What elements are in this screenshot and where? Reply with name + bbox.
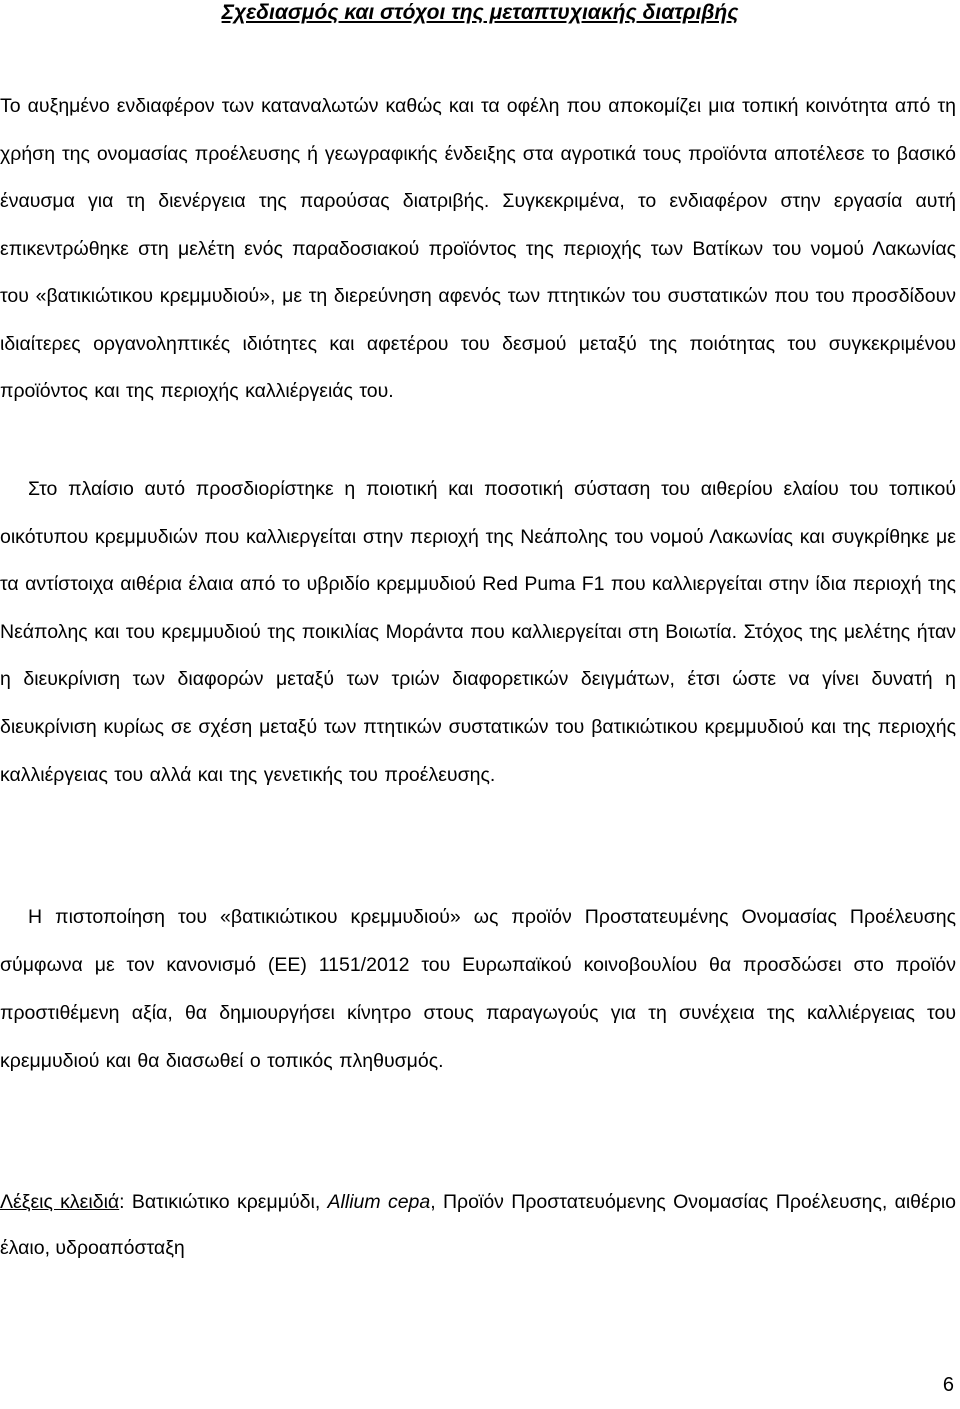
document-title: Σχεδιασμός και στόχοι της μεταπτυχιακής διατριβής (221, 1, 739, 24)
keyword-term-allium-cepa: Allium cepa (327, 1191, 431, 1213)
paragraph-methodology: Στο πλαίσιο αυτό προσδιορίστηκε η ποιοτική και ποσοτική σύσταση του αιθερίου ελαίου του τοπικού οικότυπου κρεμμυδιών που καλλιεργείται στην περιοχή της Νεάπολης του νομού Λακωνίας και συγκρίθηκε με τα αντίστοιχα αιθέρια έλαια από το υβριδίο κρεμμυδιού Red Puma F1 που καλλιεργείται στην ίδια περιοχή της Νεάπολης και του κρεμμυδιού της ποικιλίας Μοράντα που καλλιεργείται στη Βοιωτία. Στόχος της μελέτης ήταν η διευκρίνιση των διαφορών μεταξύ των τριών διαφορετικών δειγμάτων, έτσι ώστε να γίνει δυνατή η διευκρίνιση κυρίως σε σχέση μεταξύ των πτητικών συστατικών του βατικιώτικου κρεμμυδιού και της περιοχής καλλιέργειας του αλλά και της γενετικής του προέλευσης. (0, 478, 956, 786)
keyword-term-1: Βατικιώτικο κρεμμύδι, (131, 1191, 328, 1213)
paragraph-intro: Το αυξημένο ενδιαφέρον των καταναλωτών καθώς και τα οφέλη που αποκομίζει μια τοπική κοινότητα από τη χρήση της ονομασίας προέλευσης ή γεωγραφικής ένδειξης στα αγροτικά τους προϊόντα αποτέλεσε το βασικό έναυσμα για τη διενέργεια της παρούσας διατριβής. Συγκεκριμένα, το ενδιαφέρον στην εργασία αυτή επικεντρώθηκε στη μελέτη ενός παραδοσιακού προϊόντος της περιοχής των Βατίκων του νομού Λακωνίας του «βατικιώτικου κρεμμυδιού», με τη διερεύνηση αφενός των πτητικών του συστατικών που του προσδίδουν ιδιαίτερες οργανοληπτικές ιδιότητες και αφετέρου του δεσμού μεταξύ της ποιότητας του συγκεκριμένου προϊόντος και της περιοχής καλλιέργειάς του. (0, 95, 956, 402)
keyword-term-rest: , Προϊόν Προστατευόμενης Ονομασίας Προέλευσης, αιθέριο έλαιο, υδροαπόσταξη (0, 1191, 956, 1259)
keywords-separator: : (119, 1191, 132, 1213)
keywords-label: Λέξεις κλειδιά (0, 1191, 120, 1213)
page-number: 6 (942, 1374, 954, 1396)
keywords-line (0, 1179, 956, 1271)
paragraph-certification: Η πιστοποίηση του «βατικιώτικου κρεμμυδιού» ως προϊόν Προστατευμένης Ονομασίας Προέλευσης σύμφωνα με τον κανονισμό (ΕΕ) 1151/2012 του Ευρωπαϊκού κοινοβουλίου θα προσδώσει στο προϊόν προστιθέμενη αξία, θα δημιουργήσει κίνητρο στους παραγωγούς για τη συνέχεια της καλλιέργειας του κρεμμυδιού και θα διασωθεί ο τοπικός πληθυσμός. (0, 906, 956, 1072)
